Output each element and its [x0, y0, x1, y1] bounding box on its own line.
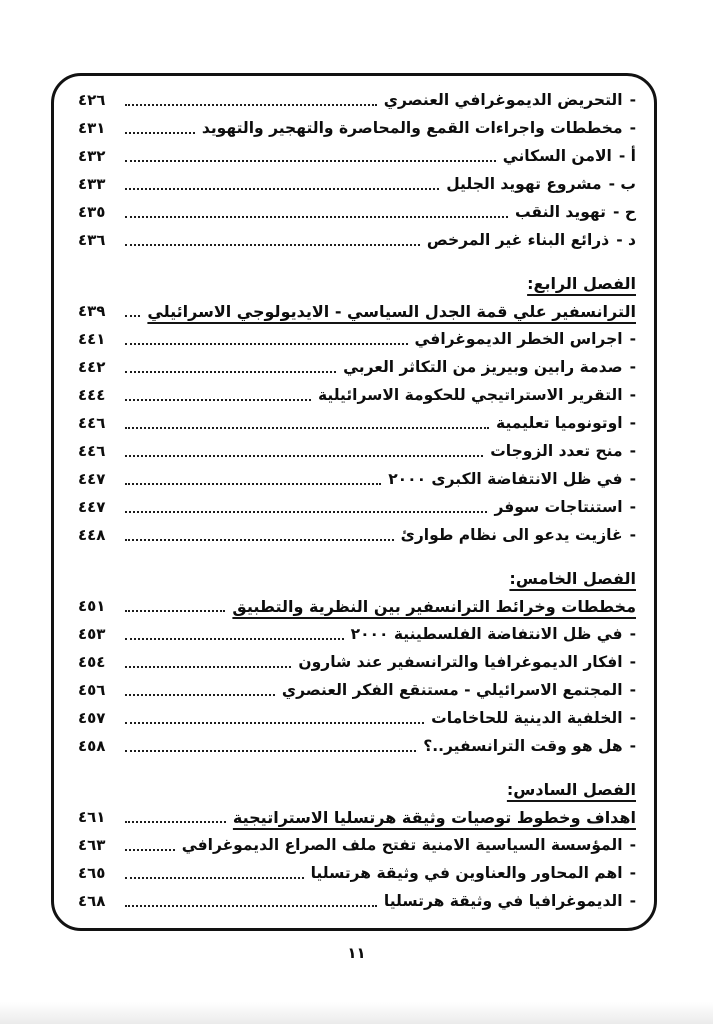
toc-entry-prefix: ح -: [612, 203, 636, 221]
toc-entry-row: [78, 86, 636, 114]
toc-entry-label: [490, 442, 636, 460]
toc-entry-row: [78, 409, 636, 437]
toc-entry-text: منح تعدد الزوجات: [490, 442, 623, 460]
toc-entry-text: في ظل الانتفاضة الكبرى ٢٠٠٠: [388, 470, 623, 488]
toc-entry-text: التقرير الاستراتيجي للحكومة الاسرائيلية: [317, 386, 623, 404]
toc-entry-row: [78, 887, 636, 915]
toc-entry-page-number: ٤٢٦: [78, 91, 106, 109]
toc-entry-page-number: ٤٥٣: [78, 625, 106, 643]
dotted-leader: [125, 722, 424, 724]
dotted-leader: [125, 315, 140, 317]
toc-entry-text: اجراس الخطر الديموغرافي: [414, 330, 623, 348]
toc-entry-prefix: -: [629, 864, 636, 882]
toc-entry-prefix: -: [629, 442, 636, 460]
toc-entry-row: [78, 521, 636, 549]
toc-entry-row: [78, 704, 636, 732]
chapter-heading: الفصل الرابع:: [527, 273, 636, 293]
dotted-leader: [125, 343, 408, 345]
content-frame-border: [51, 73, 657, 931]
toc-entry-prefix: -: [629, 892, 636, 910]
toc-entry-label: [401, 526, 636, 544]
toc-entry-text: في ظل الانتفاضة الفلسطينية ٢٠٠٠: [350, 625, 623, 643]
toc-entry-row: [78, 114, 636, 142]
toc-chapter-section: [78, 269, 636, 549]
toc-entry-prefix: أ -: [618, 147, 636, 165]
toc-entry-row: [78, 226, 636, 254]
toc-entry-page-number: ٤٤٨: [78, 526, 106, 544]
dotted-leader: [125, 188, 439, 190]
toc-entry-row: [78, 620, 636, 648]
toc-entry-page-number: ٤٤٦: [78, 414, 106, 432]
dotted-leader: [125, 610, 225, 612]
chapter-title-row: [78, 297, 636, 325]
toc-entry-row: [78, 859, 636, 887]
chapter-heading-row: [78, 269, 636, 297]
toc-entry-page-number: ٤٣٥: [78, 203, 106, 221]
chapter-items: [78, 620, 636, 760]
toc-entry-label: [351, 625, 636, 643]
toc-entry-text: الامن السكاني: [502, 147, 612, 165]
toc-entry-page-number: ٤٤٤: [78, 386, 106, 404]
toc-chapter-section: [78, 564, 636, 760]
dotted-leader: [125, 821, 226, 823]
toc-entry-row: [78, 437, 636, 465]
dotted-leader: [125, 511, 487, 513]
toc-entry-text: هل هو وقت الترانسفير..؟: [423, 737, 623, 755]
toc-entry-row: [78, 198, 636, 226]
dotted-leader: [125, 750, 416, 752]
toc-chapters: [78, 269, 636, 915]
toc-entry-page-number: ٤٣١: [78, 119, 106, 137]
dotted-leader: [125, 371, 336, 373]
toc-entry-label: [415, 330, 637, 348]
dotted-leader: [125, 427, 489, 429]
toc-entry-row: [78, 648, 636, 676]
toc-entry-label: [388, 470, 636, 488]
toc-entry-prefix: -: [629, 119, 636, 137]
chapter-title-page-number: ٤٣٩: [78, 302, 106, 320]
toc-entry-page-number: ٤٤١: [78, 330, 106, 348]
page-number: ١١: [347, 944, 366, 962]
toc-entry-prefix: -: [629, 386, 636, 404]
toc-entry-page-number: ٤٦٥: [78, 864, 106, 882]
toc-entry-page-number: ٤٣٣: [78, 175, 106, 193]
toc-entry-text: المجتمع الاسرائيلي - مستنقع الفكر العنصري: [281, 681, 623, 699]
toc-entry-prefix: -: [629, 414, 636, 432]
toc-entry-page-number: ٤٣٦: [78, 231, 106, 249]
dotted-leader: [125, 905, 377, 907]
toc-entry-label: [515, 203, 636, 221]
dotted-leader: [125, 666, 291, 668]
dotted-leader: [125, 638, 344, 640]
toc-entry-label: [494, 498, 636, 516]
toc-chapter-section: [78, 775, 636, 915]
dotted-leader: [125, 539, 394, 541]
toc-entry-label: [282, 681, 636, 699]
dotted-leader: [125, 244, 420, 246]
toc-entry-text: استنتاجات سوفر: [494, 498, 623, 516]
toc-entry-text: مشروع تهويد الجليل: [446, 175, 602, 193]
chapter-heading: الفصل السادس:: [506, 779, 636, 799]
toc-entry-label: [311, 864, 636, 882]
toc-entry-label: [202, 119, 636, 137]
toc-entry-label: [431, 709, 636, 727]
toc-entry-page-number: ٤٤٧: [78, 498, 106, 516]
toc-entry-prefix: -: [629, 625, 636, 643]
toc-entry-label: [423, 737, 636, 755]
toc-entry-row: [78, 831, 636, 859]
toc-entry-prefix: ب -: [608, 175, 636, 193]
dotted-leader: [125, 455, 483, 457]
chapter-items: [78, 325, 636, 549]
toc-entry-label: [503, 147, 636, 165]
chapter-title: مخططات وخرائط الترانسفير بين النظرية والتطبيق: [232, 596, 636, 616]
chapter-heading-row: [78, 775, 636, 803]
chapter-title: الترانسفير علي قمة الجدل السياسي - الايديولوجي الاسرائيلي: [147, 301, 636, 321]
toc-entry-page-number: ٤٤٢: [78, 358, 106, 376]
toc-entry-prefix: -: [629, 358, 636, 376]
toc-entry-text: افكار الديموغرافيا والترانسفير عند شارون: [298, 653, 623, 671]
toc-entry-text: اهم المحاور والعناوين في وثيقة هرتسليا: [310, 864, 623, 882]
toc-entry-text: الديموغرافيا في وثيقة هرتسليا: [383, 892, 623, 910]
dotted-leader: [125, 399, 311, 401]
dotted-leader: [125, 104, 377, 106]
toc-entry-row: [78, 676, 636, 704]
toc-entry-label: [298, 653, 636, 671]
toc-entry-text: الخلفية الدينية للحاخامات: [431, 709, 623, 727]
toc-entry-row: [78, 465, 636, 493]
toc-entry-label: [182, 836, 636, 854]
dotted-leader: [125, 132, 195, 134]
toc-entry-prefix: -: [629, 498, 636, 516]
toc-entry-label: [384, 91, 636, 109]
toc-entry-row: [78, 493, 636, 521]
chapter-items: [78, 831, 636, 915]
chapter-title-row: [78, 803, 636, 831]
toc-entry-prefix: -: [629, 681, 636, 699]
toc-entry-label: [496, 414, 636, 432]
chapter-heading-row: [78, 564, 636, 592]
toc-entry-text: مخططات واجراءات القمع والمحاصرة والتهجير والتهويد: [201, 119, 623, 137]
toc-entry-prefix: د -: [616, 231, 636, 249]
toc-entry-page-number: ٤٤٧: [78, 470, 106, 488]
chapter-title-page-number: ٤٦١: [78, 808, 106, 826]
toc-entry-label: [343, 358, 636, 376]
chapter-title-row: [78, 592, 636, 620]
toc-entry-row: [78, 325, 636, 353]
toc-entry-prefix: -: [629, 526, 636, 544]
dotted-leader: [125, 216, 508, 218]
toc-entry-text: ذرائع البناء غير المرخص: [426, 231, 610, 249]
toc-entry-prefix: -: [629, 330, 636, 348]
chapter-heading: الفصل الخامس:: [509, 568, 636, 588]
toc-entry-page-number: ٤٥٦: [78, 681, 106, 699]
toc-entry-text: تهويد النقب: [515, 203, 606, 221]
toc-entry-text: التحريض الديموغرافي العنصري: [383, 91, 623, 109]
dotted-leader: [125, 849, 175, 851]
toc-entry-prefix: -: [629, 737, 636, 755]
toc-entry-text: غازيت يدعو الى نظام طوارئ: [400, 526, 623, 544]
toc-intro-section: [78, 86, 636, 254]
toc-entry-row: [78, 732, 636, 760]
dotted-leader: [125, 483, 381, 485]
toc-entry-text: اوتونوميا تعليمية: [496, 414, 623, 432]
toc-entry-row: [78, 353, 636, 381]
toc-entry-page-number: ٤٣٢: [78, 147, 106, 165]
dotted-leader: [125, 694, 275, 696]
toc-entry-row: [78, 170, 636, 198]
toc-entry-page-number: ٤٥٨: [78, 737, 106, 755]
toc-entry-row: [78, 381, 636, 409]
toc-entry-prefix: -: [629, 91, 636, 109]
toc-entry-prefix: -: [629, 653, 636, 671]
toc-entry-prefix: -: [629, 470, 636, 488]
toc-entry-page-number: ٤٥٤: [78, 653, 106, 671]
toc-entry-page-number: ٤٦٨: [78, 892, 106, 910]
toc-entry-page-number: ٤٤٦: [78, 442, 106, 460]
toc-entry-page-number: ٤٥٧: [78, 709, 106, 727]
toc-entry-prefix: -: [629, 836, 636, 854]
chapter-title-page-number: ٤٥١: [78, 597, 106, 615]
chapter-title: اهداف وخطوط توصيات وثيقة هرتسليا الاستراتيجية: [232, 807, 636, 827]
dotted-leader: [125, 160, 496, 162]
toc-entry-page-number: ٤٦٣: [78, 836, 106, 854]
toc-entry-row: [78, 142, 636, 170]
toc-entry-text: المؤسسة السياسية الامنية تفتح ملف الصراع الديموغرافي: [181, 836, 623, 854]
toc-entry-label: [384, 892, 636, 910]
toc-entry-label: [446, 175, 636, 193]
toc-entry-label: [318, 386, 636, 404]
toc-entry-label: [427, 231, 636, 249]
toc-entry-text: صدمة رابين وبيريز من التكاثر العربي: [343, 358, 623, 376]
dotted-leader: [125, 877, 304, 879]
toc-entry-prefix: -: [629, 709, 636, 727]
